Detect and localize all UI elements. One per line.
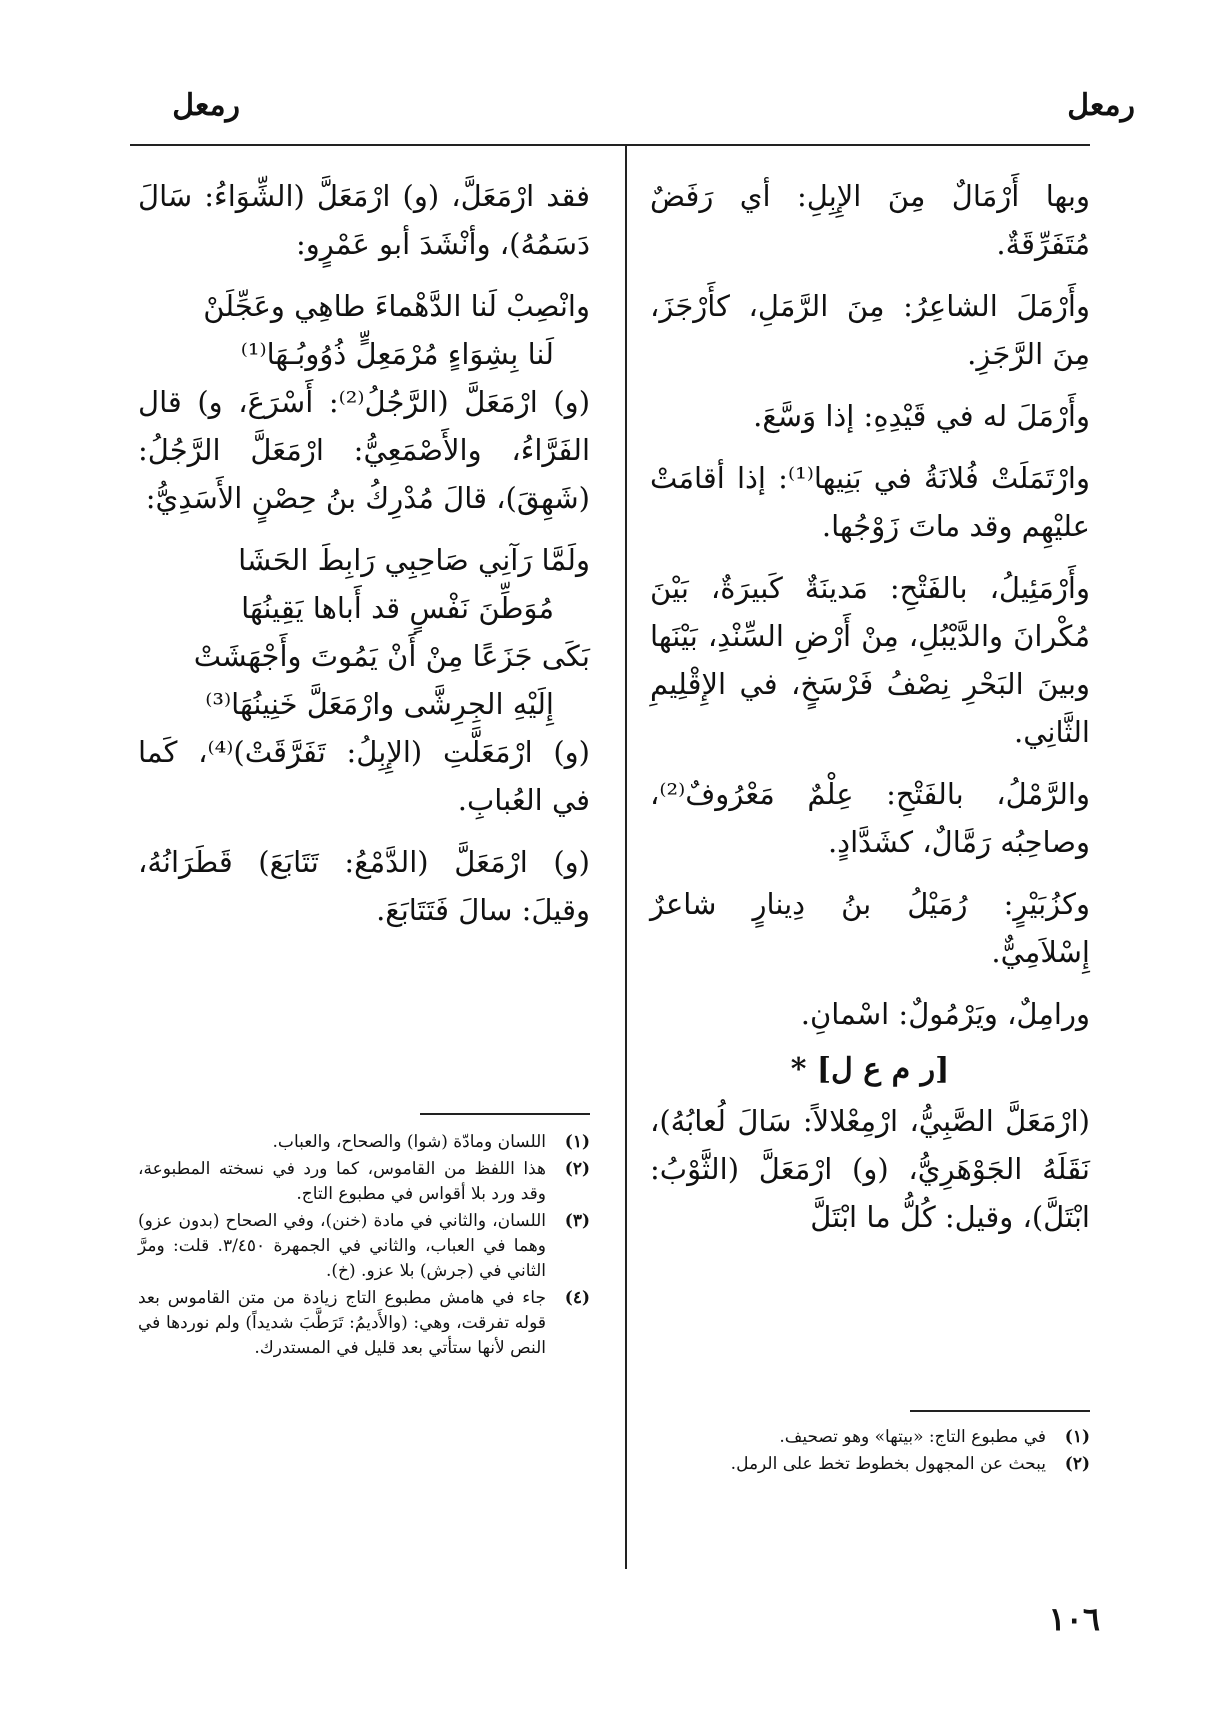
- left-footnotes: [138, 1130, 590, 1363]
- footnote-number: (٢): [564, 1159, 590, 1179]
- verse-line: إِلَيْهِ الجِرِشَّى وارْمَعَلَّ خَنِينُهَا⁽³⁾: [205, 687, 554, 721]
- right-column: [650, 172, 1090, 1241]
- running-header-left: رمعل: [172, 88, 240, 123]
- footnote-text: اللسان ومادّة (شوا) والصحاح، والعباب.: [272, 1132, 546, 1152]
- verse-line: لَنا بِشِوَاءٍ مُرْمَعِلٍّ ذُوُوبُـهَا⁽¹⁾: [240, 337, 554, 371]
- footnote: [138, 1130, 590, 1155]
- verse-line: بَكَى جَزَعًا مِنْ أَنْ يَمُوتَ وأَجْهَشَتْ: [193, 639, 590, 673]
- paragraph: وارْتَمَلَتْ فُلانَةُ في بَنِيها⁽¹⁾: إذا أقامَتْ عليْهِم وقد ماتَ زَوْجُها.: [650, 461, 1090, 543]
- footnote-rule: [420, 1113, 590, 1115]
- paragraph: وبها أَرْمَالٌ مِنَ الإِبِلِ: أي رَفَضٌ مُتَفَرِّقَةٌ.: [650, 179, 1090, 261]
- column-divider: [625, 144, 627, 1569]
- footnote-text: جاء في هامش مطبوع التاج زيادة من متن القاموس بعد قوله تفرقت، وهي: (والأَديمُ: تَرَطَّبَ شديداً) ولم نوردها في النص لأنها ستأتي بعد قليل في المستدرك.: [138, 1288, 546, 1358]
- footnote-text: هذا اللفظ من القاموس، كما ورد في نسخته المطبوعة، وقد ورد بلا أقواس في مطبوع التاج.: [138, 1159, 546, 1204]
- footnote-number: (١): [564, 1132, 590, 1152]
- footnote-rule: [910, 1410, 1090, 1412]
- footnote-text: يبحث عن المجهول بخطوط تخط على الرمل.: [730, 1454, 1046, 1474]
- entry-paragraph: (ارْمَعَلَّ الصَّبِيُّ، ارْمِعْلالاً: سَالَ لُعابُهُ)، نَقَلَهُ الجَوْهَرِيُّ، (و) ارْمَعَلَّ (الثَّوْبُ: ابْتَلَّ)، وقيل: كُلُّ ما ابْتَلَّ: [650, 1104, 1090, 1234]
- paragraph: والرَّمْلُ، بالفَتْحِ: عِلْمٌ مَعْرُوفٌ⁽²⁾، وصاحِبُه رَمَّالٌ، كشَدَّادٍ.: [650, 777, 1090, 859]
- verse-block: [138, 536, 590, 728]
- footnote: [138, 1209, 590, 1284]
- left-column: [138, 172, 590, 948]
- verse-block: [138, 282, 590, 378]
- footnote-number: (١): [1064, 1427, 1090, 1447]
- footnote: [650, 1452, 1090, 1477]
- header-rule: [130, 144, 1090, 146]
- paragraph: ورامِلٌ، ويَرْمُولٌ: اسْمانِ.: [800, 997, 1090, 1031]
- running-header-right: رمعل: [1067, 88, 1135, 123]
- verse-line: مُوَطِّنَ نَفْسٍ قد أَباها يَقِينُهَا: [241, 591, 554, 625]
- footnote-number: (٤): [564, 1288, 590, 1308]
- footnote-number: (٣): [564, 1211, 590, 1231]
- footnote-text: اللسان، والثاني في مادة (خنن)، وفي الصحاح (بدون عزو) وهما في العباب، والثاني في الجمهرة ٣/٤٥٠. قلت: ومرَّ الثاني في (جرش) بلا عزو. (خ).: [138, 1211, 546, 1281]
- paragraph: وأَرْمَلَ الشاعِرُ: مِنَ الرَّمَلِ، كأَرْجَزَ، مِنَ الرَّجَزِ.: [650, 289, 1090, 371]
- footnote-text: في مطبوع التاج: «بيتها» وهو تصحيف.: [779, 1427, 1046, 1447]
- paragraph: وكزُبَيْرٍ: رُمَيْلُ بنُ دِينارٍ شاعرٌ إِسْلاَمِيٌّ.: [650, 887, 1090, 969]
- paragraph: وأَرْمَئِيلُ، بالفَتْحِ: مَدينَةٌ كَبيرَةٌ، بَيْنَ مُكْرانَ والدَّيْبُلِ، مِنْ أَرْضِ السِّنْدِ، بَيْنَها وبينَ البَحْرِ نِصْفُ فَرْسَخٍ، في الإِقْلِيمِ الثَّانِي.: [650, 571, 1090, 749]
- footnote: [138, 1286, 590, 1361]
- paragraph: وأَرْمَلَ له في قَيْدِهِ: إذا وَسَّعَ.: [753, 399, 1090, 433]
- right-footnotes: [650, 1425, 1090, 1479]
- page-number: ١٠٦: [1048, 1600, 1100, 1638]
- paragraph: (و) ارْمَعَلَّ (الرَّجُلُ⁽²⁾: أَسْرَعَ، و) قال الفَرَّاءُ، والأَصْمَعِيُّ: ارْمَعَلَّ الرَّجُلُ: (شَهِقَ)، قالَ مُدْرِكُ بنُ حِصْنٍ الأَسَدِيُّ:: [138, 385, 591, 515]
- paragraph: فقد ارْمَعَلَّ، (و) ارْمَعَلَّ (الشِّوَاءُ: سَالَ دَسَمُهُ)، وأنْشَدَ أبو عَمْرٍو:: [138, 179, 590, 261]
- verse-line: ولَمَّا رَآنِي صَاحِبِي رَابِطَ الحَشَا: [238, 543, 590, 577]
- entry-heading: [ر م ع ل] *: [790, 1052, 950, 1087]
- footnote-number: (٢): [1064, 1454, 1090, 1474]
- verse-line: وانْصِبْ لَنا الدَّهْماءَ طاهِي وعَجِّلَنْ: [203, 289, 590, 323]
- paragraph: (و) ارْمَعَلَّتِ (الإِبِلُ: تَفَرَّقَتْ)⁽⁴⁾، كَما في العُبابِ.: [138, 735, 590, 817]
- paragraph: (و) ارْمَعَلَّ (الدَّمْعُ: تَتَابَعَ) قَطَرَانُهُ، وقيلَ: سالَ فَتَتَابَعَ.: [138, 845, 590, 927]
- footnote: [650, 1425, 1090, 1450]
- footnote: [138, 1157, 590, 1207]
